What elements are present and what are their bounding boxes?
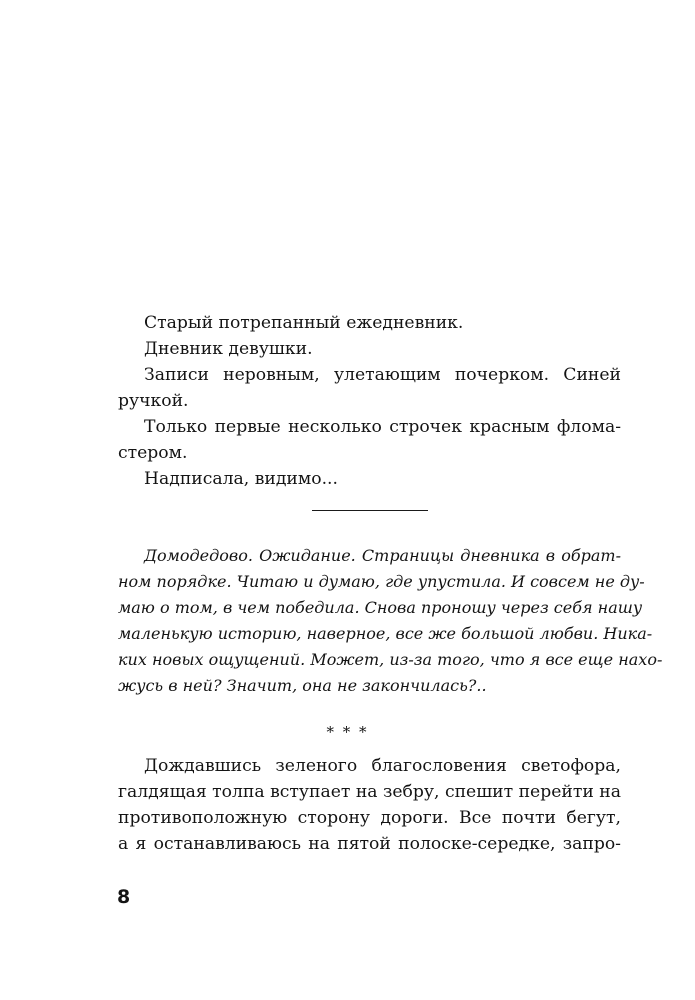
text-line: Только первые несколько строчек красным флома- (144, 417, 621, 437)
text-line: Записи неровным, улетающим почерком. Синей (144, 365, 621, 385)
text-line: стером. (118, 443, 188, 463)
text-line: Дневник девушки. (144, 339, 313, 359)
text-line: жусь в ней? Значит, она не закончилась?.. (118, 676, 487, 695)
text-line: маю о том, в чем победила. Снова проношу через себя нашу (118, 598, 643, 617)
section-rule (312, 510, 428, 511)
page-number: 8 (117, 886, 131, 908)
text-line: Дождавшись зеленого благословения светофора, (144, 756, 621, 776)
text-line: Старый потрепанный ежедневник. (144, 313, 464, 333)
text-line: Домодедово. Ожидание. Страницы дневника в обрат- (144, 546, 621, 565)
text-line: галдящая толпа вступает на зебру, спешит перейти на (118, 782, 621, 802)
section-break-stars: * * * (326, 723, 369, 741)
text-line: противоположную сторону дороги. Все почти бегут, (118, 808, 621, 828)
text-line: маленькую историю, наверное, все же большой любви. Ника- (118, 624, 653, 643)
text-line: ном порядке. Читаю и думаю, где упустила. И совсем не ду- (118, 572, 645, 591)
text-line: ких новых ощущений. Может, из-за того, что я все еще нахо- (118, 650, 663, 669)
text-line: Надписала, видимо... (144, 469, 338, 489)
text-line: а я останавливаюсь на пятой полоске-середке, запро- (118, 834, 621, 854)
text-line: ручкой. (118, 391, 189, 411)
